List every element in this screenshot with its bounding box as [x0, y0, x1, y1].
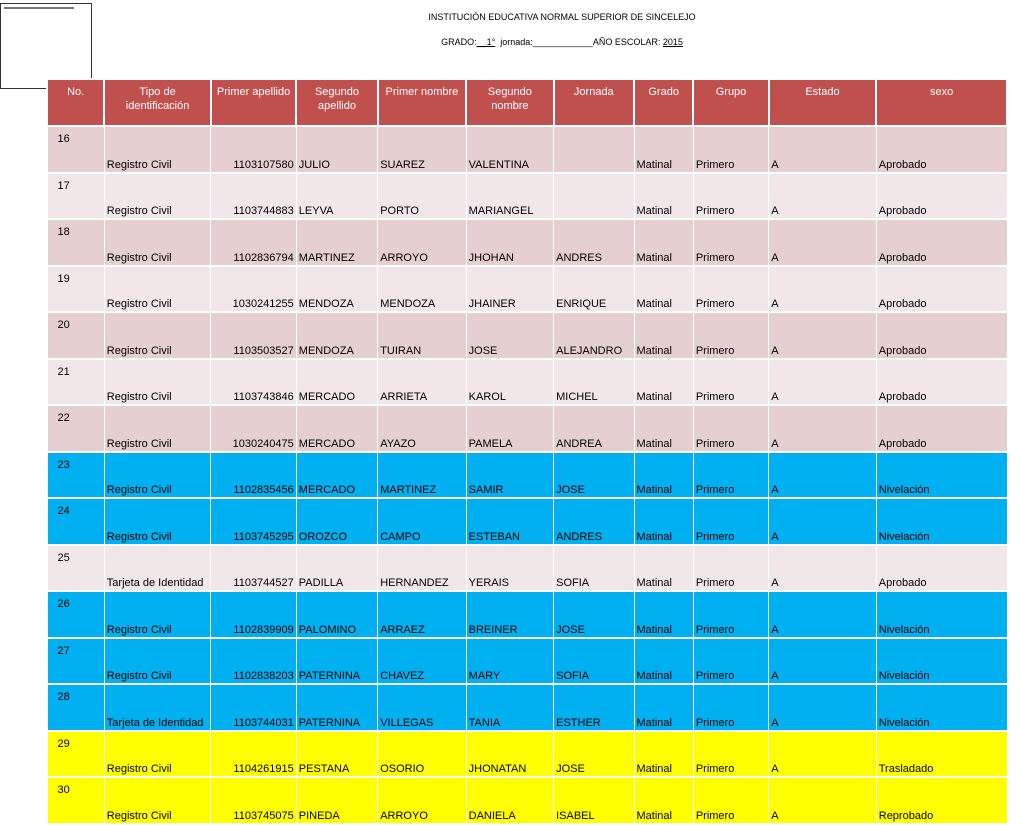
table-row[interactable] — [47, 777, 1007, 824]
group-cell[interactable]: A — [769, 498, 877, 545]
jornada-cell[interactable]: Matinal — [634, 498, 693, 545]
id-type-cell[interactable]: Tarjeta de Identidad — [104, 684, 211, 731]
column-header-sex[interactable]: sexo — [876, 79, 1007, 126]
first-surname-cell[interactable]: MERCADO — [296, 359, 377, 406]
grade-value: __1° — [476, 37, 496, 47]
second-name-cell[interactable]: MICHEL — [554, 359, 634, 406]
second-name-cell[interactable]: SOFIA — [554, 638, 634, 685]
grade-cell[interactable]: Primero — [693, 266, 768, 313]
year-label: AÑO ESCOLAR: — [592, 37, 661, 47]
first-name-cell[interactable]: ESTEBAN — [466, 498, 553, 545]
second-name-cell[interactable]: JOSE — [554, 731, 634, 778]
grade-cell[interactable]: Primero — [693, 126, 768, 173]
second-name-cell[interactable] — [554, 126, 634, 173]
document-subtitle — [100, 37, 1024, 47]
row-number[interactable]: 20 — [47, 312, 104, 359]
first-name-cell[interactable]: JHONATAN — [466, 731, 553, 778]
second-name-cell[interactable] — [554, 173, 634, 220]
institution-title: INSTITUCIÓN EDUCATIVA NORMAL SUPERIOR DE SINCELEJO — [428, 12, 696, 22]
second-name-cell[interactable]: ESTHER — [554, 684, 634, 731]
group-cell[interactable]: A — [769, 359, 877, 406]
table-row[interactable] — [47, 126, 1007, 173]
status-cell[interactable]: Trasladado — [876, 731, 1007, 778]
table-row[interactable] — [47, 266, 1007, 313]
status-cell[interactable]: Aprobado — [876, 219, 1007, 266]
id-number-cell[interactable]: 1103744527 — [211, 545, 296, 592]
table-row[interactable] — [47, 684, 1007, 731]
status-cell[interactable]: Aprobado — [876, 312, 1007, 359]
jornada-cell[interactable]: Matinal — [634, 684, 693, 731]
second-name-cell[interactable]: ANDRES — [554, 498, 634, 545]
jornada-cell[interactable]: Matinal — [634, 173, 693, 220]
row-number[interactable]: 18 — [47, 219, 104, 266]
id-type-cell[interactable]: Registro Civil — [104, 173, 211, 220]
jornada-cell[interactable]: Matinal — [634, 777, 693, 824]
first-surname-cell[interactable]: PALOMINO — [296, 591, 377, 638]
row-number[interactable]: 23 — [47, 452, 104, 499]
row-number[interactable]: 30 — [47, 777, 104, 824]
column-header-first-surname[interactable]: Primer apellido — [211, 79, 296, 126]
group-cell[interactable]: A — [769, 777, 877, 824]
year-value: 2015 — [662, 37, 683, 47]
second-name-cell[interactable]: ALEJANDRO — [554, 312, 634, 359]
id-number-cell[interactable]: 1102836794 — [211, 219, 296, 266]
jornada-cell[interactable]: Matinal — [634, 266, 693, 313]
logo-placeholder — [0, 3, 92, 89]
second-name-cell[interactable]: ANDRES — [554, 219, 634, 266]
first-name-cell[interactable]: YERAIS — [466, 545, 553, 592]
second-surname-cell[interactable]: OSORIO — [378, 731, 466, 778]
first-name-cell[interactable]: BREINER — [466, 591, 553, 638]
id-type-cell[interactable]: Registro Civil — [104, 219, 211, 266]
row-number[interactable]: 29 — [47, 731, 104, 778]
grade-label: GRADO: — [441, 37, 477, 47]
first-surname-cell[interactable]: PADILLA — [296, 545, 377, 592]
id-number-cell[interactable]: 1102838203 — [211, 638, 296, 685]
first-surname-cell[interactable]: PATERNINA — [296, 638, 377, 685]
status-cell[interactable]: Aprobado — [876, 359, 1007, 406]
first-name-cell[interactable]: MARIANGEL — [466, 173, 553, 220]
column-header-no[interactable]: No. — [47, 79, 104, 126]
grade-cell[interactable]: Primero — [693, 405, 768, 452]
jornada-cell[interactable]: Matinal — [634, 359, 693, 406]
id-number-cell[interactable]: 1030240475 — [211, 405, 296, 452]
row-number[interactable]: 17 — [47, 173, 104, 220]
grade-cell[interactable]: Primero — [693, 777, 768, 824]
id-type-cell[interactable]: Registro Civil — [104, 359, 211, 406]
status-cell[interactable]: Nivelación — [876, 452, 1007, 499]
first-surname-cell[interactable]: MERCADO — [296, 452, 377, 499]
first-name-cell[interactable]: PAMELA — [466, 405, 553, 452]
id-type-cell[interactable]: Registro Civil — [104, 405, 211, 452]
group-cell[interactable]: A — [769, 545, 877, 592]
jornada-cell[interactable]: Matinal — [634, 312, 693, 359]
status-cell[interactable]: Nivelación — [876, 498, 1007, 545]
group-cell[interactable]: A — [769, 126, 877, 173]
column-header-grade[interactable]: Grado — [634, 79, 693, 126]
table-row[interactable] — [47, 312, 1007, 359]
table-row[interactable] — [47, 498, 1007, 545]
grade-cell[interactable]: Primero — [693, 545, 768, 592]
grade-cell[interactable]: Primero — [693, 498, 768, 545]
id-number-cell[interactable]: 1103744031 — [211, 684, 296, 731]
id-number-cell[interactable]: 1104261915 — [211, 731, 296, 778]
status-cell[interactable]: Aprobado — [876, 266, 1007, 313]
first-surname-cell[interactable]: PINEDA — [296, 777, 377, 824]
id-number-cell[interactable]: 1103743846 — [211, 359, 296, 406]
id-number-cell[interactable]: 1102839909 — [211, 591, 296, 638]
second-name-cell[interactable]: ENRIQUE — [554, 266, 634, 313]
table-row[interactable] — [47, 452, 1007, 499]
first-surname-cell[interactable]: MERCADO — [296, 405, 377, 452]
first-surname-cell[interactable]: JULIO — [296, 126, 377, 173]
group-cell[interactable]: A — [769, 684, 877, 731]
grade-cell[interactable]: Primero — [693, 359, 768, 406]
second-surname-cell[interactable]: ARROYO — [378, 219, 466, 266]
second-name-cell[interactable]: SOFIA — [554, 545, 634, 592]
second-surname-cell[interactable]: HERNANDEZ — [378, 545, 466, 592]
column-header-second-name[interactable]: Segundo nombre — [466, 79, 553, 126]
status-cell[interactable]: Nivelación — [876, 591, 1007, 638]
status-cell[interactable]: Nivelación — [876, 684, 1007, 731]
first-name-cell[interactable]: TANIA — [466, 684, 553, 731]
status-cell[interactable]: Reprobado — [876, 777, 1007, 824]
row-number[interactable]: 24 — [47, 498, 104, 545]
first-surname-cell[interactable]: PATERNINA — [296, 684, 377, 731]
second-name-cell[interactable]: JOSE — [554, 452, 634, 499]
id-type-cell[interactable]: Registro Civil — [104, 266, 211, 313]
id-type-cell[interactable]: Registro Civil — [104, 731, 211, 778]
second-surname-cell[interactable]: ARRIETA — [378, 359, 466, 406]
jornada-value: ____________ — [532, 37, 593, 47]
group-cell[interactable]: A — [769, 173, 877, 220]
group-cell[interactable]: A — [769, 638, 877, 685]
second-surname-cell[interactable]: SUAREZ — [378, 126, 466, 173]
id-type-cell[interactable]: Registro Civil — [104, 452, 211, 499]
status-cell[interactable]: Aprobado — [876, 405, 1007, 452]
table-row[interactable] — [47, 731, 1007, 778]
jornada-cell[interactable]: Matinal — [634, 638, 693, 685]
group-cell[interactable]: A — [769, 266, 877, 313]
id-number-cell[interactable]: 1103503527 — [211, 312, 296, 359]
id-type-cell[interactable]: Tarjeta de Identidad — [104, 545, 211, 592]
second-name-cell[interactable]: JOSE — [554, 591, 634, 638]
first-surname-cell[interactable]: PESTANA — [296, 731, 377, 778]
row-number[interactable]: 27 — [47, 638, 104, 685]
row-number[interactable]: 25 — [47, 545, 104, 592]
first-name-cell[interactable]: SAMIR — [466, 452, 553, 499]
id-number-cell[interactable]: 1030241255 — [211, 266, 296, 313]
status-cell[interactable]: Nivelación — [876, 638, 1007, 685]
grade-cell[interactable]: Primero — [693, 684, 768, 731]
id-number-cell[interactable]: 1103745295 — [211, 498, 296, 545]
student-roster-table — [46, 78, 1008, 825]
table-body — [47, 126, 1007, 824]
column-header-jornada[interactable]: Jornada — [554, 79, 634, 126]
group-cell[interactable]: A — [769, 452, 877, 499]
first-name-cell[interactable]: KAROL — [466, 359, 553, 406]
table-row[interactable] — [47, 638, 1007, 685]
jornada-cell[interactable]: Matinal — [634, 591, 693, 638]
jornada-cell[interactable]: Matinal — [634, 126, 693, 173]
first-name-cell[interactable]: VALENTINA — [466, 126, 553, 173]
grade-cell[interactable]: Primero — [693, 731, 768, 778]
first-name-cell[interactable]: MARY — [466, 638, 553, 685]
grade-cell[interactable]: Primero — [693, 591, 768, 638]
grade-cell[interactable]: Primero — [693, 173, 768, 220]
jornada-cell[interactable]: Matinal — [634, 731, 693, 778]
first-surname-cell[interactable]: MENDOZA — [296, 312, 377, 359]
first-surname-cell[interactable]: MARTINEZ — [296, 219, 377, 266]
status-cell[interactable]: Aprobado — [876, 545, 1007, 592]
second-surname-cell[interactable]: MARTINEZ — [378, 452, 466, 499]
row-number[interactable]: 16 — [47, 126, 104, 173]
column-header-group[interactable]: Grupo — [693, 79, 768, 126]
second-name-cell[interactable]: ANDREA — [554, 405, 634, 452]
id-number-cell[interactable]: 1103744883 — [211, 173, 296, 220]
table-row[interactable] — [47, 591, 1007, 638]
grade-cell[interactable]: Primero — [693, 638, 768, 685]
first-surname-cell[interactable]: MENDOZA — [296, 266, 377, 313]
table-row[interactable] — [47, 219, 1007, 266]
first-name-cell[interactable]: DANIELA — [466, 777, 553, 824]
row-number[interactable]: 22 — [47, 405, 104, 452]
column-header-first-name[interactable]: Primer nombre — [378, 79, 466, 126]
row-number[interactable]: 26 — [47, 591, 104, 638]
second-surname-cell[interactable]: AYAZO — [378, 405, 466, 452]
grade-cell[interactable]: Primero — [693, 312, 768, 359]
id-type-cell[interactable]: Registro Civil — [104, 498, 211, 545]
row-number[interactable]: 21 — [47, 359, 104, 406]
id-type-cell[interactable]: Registro Civil — [104, 591, 211, 638]
group-cell[interactable]: A — [769, 405, 877, 452]
jornada-cell[interactable]: Matinal — [634, 545, 693, 592]
table-row[interactable] — [47, 545, 1007, 592]
id-number-cell[interactable]: 1103745075 — [211, 777, 296, 824]
second-surname-cell[interactable]: PORTO — [378, 173, 466, 220]
id-type-cell[interactable]: Registro Civil — [104, 312, 211, 359]
group-cell[interactable]: A — [769, 591, 877, 638]
id-type-cell[interactable]: Registro Civil — [104, 126, 211, 173]
table-row[interactable] — [47, 173, 1007, 220]
second-surname-cell[interactable]: ARRAEZ — [378, 591, 466, 638]
first-name-cell[interactable]: JHOHAN — [466, 219, 553, 266]
group-cell[interactable]: A — [769, 731, 877, 778]
grade-cell[interactable]: Primero — [693, 219, 768, 266]
id-number-cell[interactable]: 1103107580 — [211, 126, 296, 173]
status-cell[interactable]: Aprobado — [876, 173, 1007, 220]
second-name-cell[interactable]: ISABEL — [554, 777, 634, 824]
id-number-cell[interactable]: 1102835456 — [211, 452, 296, 499]
jornada-label: jornada: — [500, 37, 533, 47]
table-header-row — [47, 79, 1007, 126]
grade-cell[interactable]: Primero — [693, 452, 768, 499]
first-surname-cell[interactable]: LEYVA — [296, 173, 377, 220]
jornada-cell[interactable]: Matinal — [634, 452, 693, 499]
first-name-cell[interactable]: JHAINER — [466, 266, 553, 313]
first-surname-cell[interactable]: OROZCO — [296, 498, 377, 545]
second-surname-cell[interactable]: MENDOZA — [378, 266, 466, 313]
column-header-second-surname[interactable]: Segundo apellido — [296, 79, 377, 126]
status-cell[interactable]: Aprobado — [876, 126, 1007, 173]
id-type-cell[interactable]: Registro Civil — [104, 777, 211, 824]
second-surname-cell[interactable]: TUIRAN — [378, 312, 466, 359]
jornada-cell[interactable]: Matinal — [634, 219, 693, 266]
second-surname-cell[interactable]: ARROYO — [378, 777, 466, 824]
group-cell[interactable]: A — [769, 219, 877, 266]
table-row[interactable] — [47, 405, 1007, 452]
row-number[interactable]: 28 — [47, 684, 104, 731]
second-surname-cell[interactable]: VILLEGAS — [378, 684, 466, 731]
group-cell[interactable]: A — [769, 312, 877, 359]
jornada-cell[interactable]: Matinal — [634, 405, 693, 452]
second-surname-cell[interactable]: CHAVEZ — [378, 638, 466, 685]
logo-caption-mark — [4, 7, 74, 9]
second-surname-cell[interactable]: CAMPO — [378, 498, 466, 545]
table-row[interactable] — [47, 359, 1007, 406]
column-header-id-type[interactable]: Tipo de identificación — [104, 79, 211, 126]
first-name-cell[interactable]: JOSE — [466, 312, 553, 359]
row-number[interactable]: 19 — [47, 266, 104, 313]
column-header-status[interactable]: Estado — [769, 79, 877, 126]
id-type-cell[interactable]: Registro Civil — [104, 638, 211, 685]
